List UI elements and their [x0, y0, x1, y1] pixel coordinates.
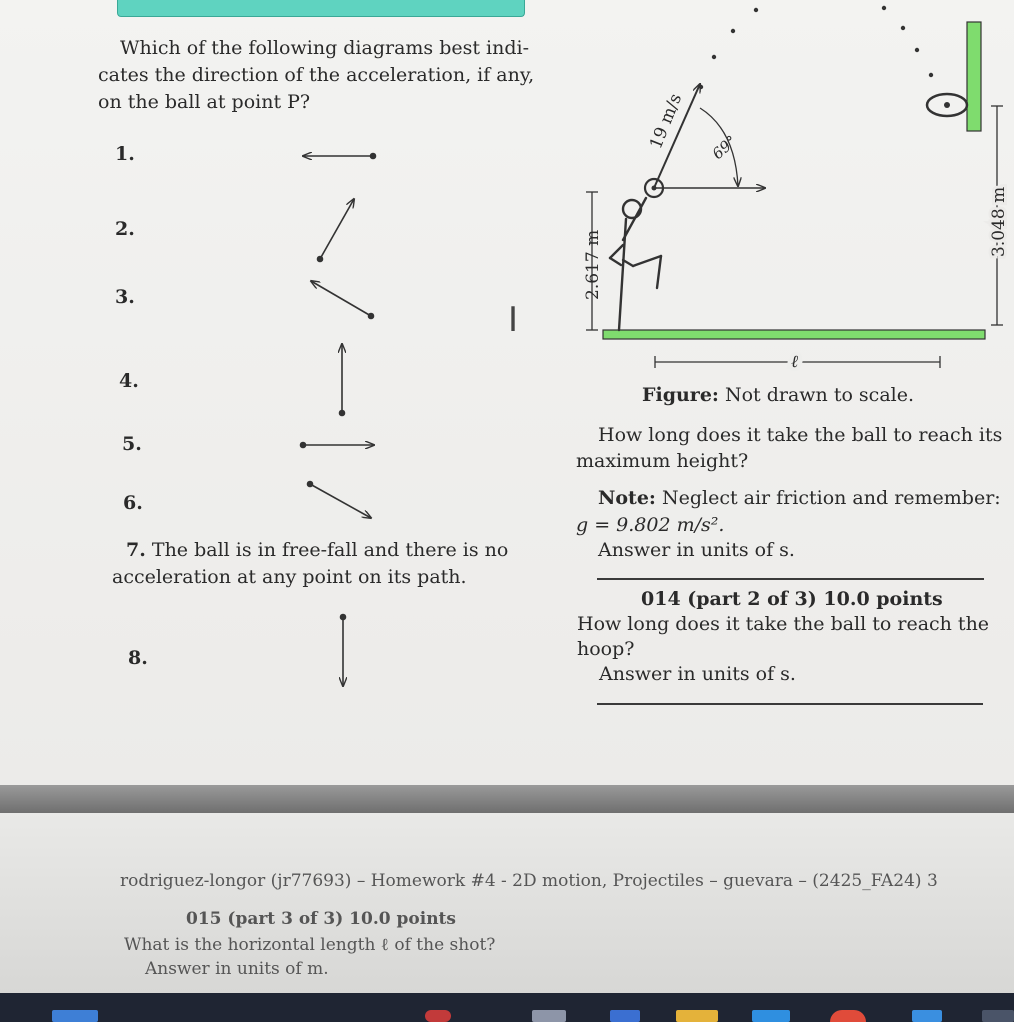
- length-label: ℓ: [791, 352, 799, 372]
- part1-note-rest: Neglect air friction and remember:: [661, 487, 1001, 509]
- part2-header: 014 (part 2 of 3) 10.0 points: [641, 588, 943, 610]
- ground-platform: [603, 330, 985, 339]
- part3-question: What is the horizontal length ℓ of the shot?: [124, 935, 496, 955]
- option-6-arrow: [308, 482, 372, 519]
- launch-height-label: 2.617 m: [583, 229, 603, 300]
- option-6-number: 6.: [123, 492, 143, 514]
- option-5-arrow: [301, 443, 375, 448]
- hoop-height-label: 3.048 m: [989, 186, 1009, 257]
- figure-caption-rest: Not drawn to scale.: [724, 384, 915, 406]
- angle-label: 69°: [708, 131, 741, 163]
- option-7-text-line-1: The ball is in free-fall and there is no: [151, 539, 509, 561]
- player-figure: [610, 198, 661, 330]
- part1-units: Answer in units of s.: [598, 539, 795, 561]
- option-3-number: 3.: [115, 286, 135, 308]
- worksheet-page-next: [0, 813, 1014, 993]
- velocity-label: 19 m/s: [646, 90, 687, 152]
- taskbar-app-icon-5[interactable]: [752, 1010, 790, 1022]
- taskbar-app-icon-6[interactable]: [912, 1010, 942, 1022]
- taskbar-app-icon-1[interactable]: [52, 1010, 98, 1022]
- page2-header: rodriguez-longor (jr77693) – Homework #4 - 2D motion, Projectiles – guevara – (2425_FA24) 3: [120, 871, 938, 891]
- option-1-number: 1.: [115, 143, 135, 165]
- question-line-1: Which of the following diagrams best indi-: [120, 37, 530, 59]
- question-line-3: on the ball at point P?: [98, 91, 311, 113]
- trajectory-dots: [699, 6, 933, 89]
- hoop: [927, 94, 967, 116]
- option-5-number: 5.: [122, 433, 142, 455]
- figure-caption-bold: Figure:: [642, 384, 719, 406]
- option-4-number: 4.: [119, 370, 139, 392]
- taskbar-chrome-icon[interactable]: [830, 1010, 866, 1022]
- hoop-backboard: [967, 22, 981, 131]
- option-3-arrow: [311, 281, 374, 319]
- taskbar-app-icon-3[interactable]: [532, 1010, 566, 1022]
- option-1-arrow: [303, 154, 376, 159]
- part1-question-line-2: maximum height?: [576, 450, 749, 472]
- part2-question-line-1: How long does it take the ball to reach the: [577, 613, 990, 635]
- part3-header: 015 (part 3 of 3) 10.0 points: [186, 909, 456, 929]
- part3-units: Answer in units of m.: [145, 959, 329, 979]
- question-line-2: cates the direction of the acceleration, if any,: [98, 64, 535, 86]
- option-2-number: 2.: [115, 218, 135, 240]
- option-7-text-line-2: acceleration at any point on its path.: [112, 566, 467, 588]
- part2-units: Answer in units of s.: [599, 663, 796, 685]
- part1-g-value: g = 9.802 m/s².: [576, 514, 725, 536]
- option-8-number: 8.: [128, 647, 148, 669]
- option-2-arrow: [318, 199, 355, 262]
- page-break-band: [0, 785, 1014, 813]
- option-7-number: 7.: [126, 539, 146, 561]
- part2-question-line-2: hoop?: [577, 638, 635, 660]
- taskbar-app-icon-2[interactable]: [425, 1010, 451, 1022]
- taskbar-app-icon-4[interactable]: [610, 1010, 640, 1022]
- part1-note-bold: Note:: [598, 487, 656, 509]
- part1-question-line-1: How long does it take the ball to reach its: [598, 424, 1003, 446]
- option-4-arrow: [340, 344, 345, 416]
- taskbar-folder-icon[interactable]: [676, 1010, 718, 1022]
- taskbar-app-icon-7[interactable]: [982, 1010, 1014, 1022]
- option-8-arrow: [341, 615, 346, 687]
- text-cursor-icon: I: [508, 300, 519, 340]
